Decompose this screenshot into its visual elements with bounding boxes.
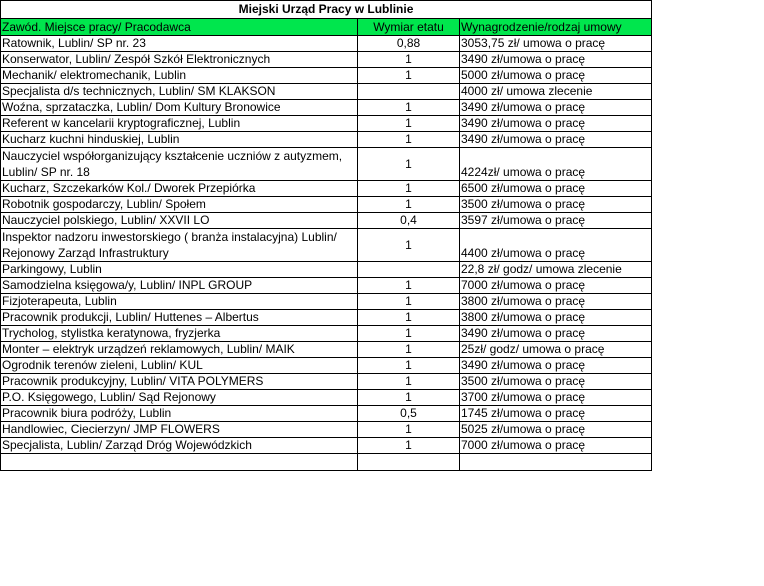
job-cell: P.O. Księgowego, Lublin/ Sąd Rejonowy bbox=[1, 390, 358, 406]
job-cell: Specjalista d/s technicznych, Lublin/ SM KLAKSON bbox=[1, 84, 358, 100]
fte-cell bbox=[358, 262, 460, 278]
job-cell: Woźna, sprzataczka, Lublin/ Dom Kultury Bronowice bbox=[1, 100, 358, 116]
title-row bbox=[1, 1, 652, 19]
salary-cell: 5025 zł/umowa o pracę bbox=[460, 422, 652, 438]
salary-cell: 22,8 zł/ godz/ umowa zlecenie bbox=[460, 262, 652, 278]
job-cell: Trycholog, stylistka keratynowa, fryzjerka bbox=[1, 326, 358, 342]
job-cell: Fizjoterapeuta, Lublin bbox=[1, 294, 358, 310]
table-row bbox=[1, 181, 652, 197]
salary-cell: 3500 zł/umowa o pracę bbox=[460, 197, 652, 213]
table-row bbox=[1, 100, 652, 116]
table-row bbox=[1, 294, 652, 310]
salary-cell: 3500 zł/umowa o pracę bbox=[460, 374, 652, 390]
header-row bbox=[1, 19, 652, 36]
fte-cell: 1 bbox=[358, 390, 460, 406]
fte-cell: 1 bbox=[358, 310, 460, 326]
salary-cell: 1745 zł/umowa o pracę bbox=[460, 406, 652, 422]
fte-cell: 1 bbox=[358, 326, 460, 342]
fte-cell: 1 bbox=[358, 229, 460, 262]
fte-cell: 1 bbox=[358, 358, 460, 374]
salary-cell: 6500 zł/umowa o pracę bbox=[460, 181, 652, 197]
salary-cell: 3490 zł/umowa o pracę bbox=[460, 132, 652, 148]
table-row bbox=[1, 148, 652, 181]
table-row bbox=[1, 52, 652, 68]
job-cell: Robotnik gospodarczy, Lublin/ Społem bbox=[1, 197, 358, 213]
job-cell: Inspektor nadzoru inwestorskiego ( branża instalacyjna) Lublin/ Rejonowy Zarząd Infrastruktury bbox=[1, 229, 358, 262]
empty-row bbox=[1, 454, 652, 471]
empty-cell bbox=[460, 454, 652, 471]
header-fte: Wymiar etatu bbox=[358, 19, 460, 36]
table-row bbox=[1, 132, 652, 148]
salary-cell: 25zł/ godz/ umowa o pracę bbox=[460, 342, 652, 358]
table-row bbox=[1, 116, 652, 132]
fte-cell: 1 bbox=[358, 148, 460, 181]
fte-cell: 0,4 bbox=[358, 213, 460, 229]
salary-cell: 3800 zł/umowa o pracę bbox=[460, 310, 652, 326]
job-cell: Nauczyciel polskiego, Lublin/ XXVII LO bbox=[1, 213, 358, 229]
fte-cell: 1 bbox=[358, 100, 460, 116]
job-cell: Parkingowy, Lublin bbox=[1, 262, 358, 278]
fte-cell: 0,5 bbox=[358, 406, 460, 422]
salary-cell: 4000 zł/ umowa zlecenie bbox=[460, 84, 652, 100]
job-cell: Pracownik produkcyjny, Lublin/ VITA POLYMERS bbox=[1, 374, 358, 390]
fte-cell: 1 bbox=[358, 132, 460, 148]
table-row bbox=[1, 36, 652, 52]
salary-cell: 3800 zł/umowa o pracę bbox=[460, 294, 652, 310]
salary-cell: 7000 zł/umowa o pracę bbox=[460, 438, 652, 454]
salary-cell: 3700 zł/umowa o pracę bbox=[460, 390, 652, 406]
job-cell: Mechanik/ elektromechanik, Lublin bbox=[1, 68, 358, 84]
header-salary: Wynagrodzenie/rodzaj umowy bbox=[460, 19, 652, 36]
salary-cell: 4400 zł/umowa o pracę bbox=[460, 229, 652, 262]
fte-cell: 1 bbox=[358, 342, 460, 358]
fte-cell bbox=[358, 84, 460, 100]
job-cell: Referent w kancelarii kryptograficznej, Lublin bbox=[1, 116, 358, 132]
salary-cell: 3597 zł/umowa o pracę bbox=[460, 213, 652, 229]
job-cell: Ratownik, Lublin/ SP nr. 23 bbox=[1, 36, 358, 52]
table-row bbox=[1, 326, 652, 342]
job-cell: Pracownik biura podróży, Lublin bbox=[1, 406, 358, 422]
table-row bbox=[1, 374, 652, 390]
fte-cell: 1 bbox=[358, 197, 460, 213]
salary-cell: 5000 zł/umowa o pracę bbox=[460, 68, 652, 84]
job-cell: Pracownik produkcji, Lublin/ Huttenes – Albertus bbox=[1, 310, 358, 326]
job-cell: Kucharz, Szczekarków Kol./ Dworek Przepiórka bbox=[1, 181, 358, 197]
fte-cell: 1 bbox=[358, 422, 460, 438]
table-row bbox=[1, 438, 652, 454]
job-cell: Kucharz kuchni hinduskiej, Lublin bbox=[1, 132, 358, 148]
table-row bbox=[1, 68, 652, 84]
table-row bbox=[1, 197, 652, 213]
table-row bbox=[1, 406, 652, 422]
table-row bbox=[1, 310, 652, 326]
fte-cell: 1 bbox=[358, 68, 460, 84]
job-cell: Samodzielna księgowa/y, Lublin/ INPL GROUP bbox=[1, 278, 358, 294]
fte-cell: 1 bbox=[358, 181, 460, 197]
job-cell: Ogrodnik terenów zieleni, Lublin/ KUL bbox=[1, 358, 358, 374]
table-row bbox=[1, 278, 652, 294]
fte-cell: 1 bbox=[358, 374, 460, 390]
table-row bbox=[1, 358, 652, 374]
salary-cell: 3490 zł/umowa o pracę bbox=[460, 358, 652, 374]
empty-cell bbox=[358, 454, 460, 471]
sheet-title: Miejski Urząd Pracy w Lublinie bbox=[1, 1, 652, 19]
table-row bbox=[1, 390, 652, 406]
fte-cell: 1 bbox=[358, 116, 460, 132]
table-row bbox=[1, 422, 652, 438]
fte-cell: 1 bbox=[358, 294, 460, 310]
table-row bbox=[1, 84, 652, 100]
salary-cell: 7000 zł/umowa o pracę bbox=[460, 278, 652, 294]
empty-cell bbox=[1, 454, 358, 471]
job-cell: Specjalista, Lublin/ Zarząd Dróg Wojewódzkich bbox=[1, 438, 358, 454]
table-row bbox=[1, 262, 652, 278]
salary-cell: 3490 zł/umowa o pracę bbox=[460, 116, 652, 132]
fte-cell: 1 bbox=[358, 278, 460, 294]
salary-cell: 3490 zł/umowa o pracę bbox=[460, 52, 652, 68]
salary-cell: 3490 zł/umowa o pracę bbox=[460, 326, 652, 342]
salary-cell: 3053,75 zł/ umowa o pracę bbox=[460, 36, 652, 52]
table-row bbox=[1, 213, 652, 229]
fte-cell: 1 bbox=[358, 52, 460, 68]
header-job: Zawód. Miejsce pracy/ Pracodawca bbox=[1, 19, 358, 36]
fte-cell: 0,88 bbox=[358, 36, 460, 52]
table-row bbox=[1, 342, 652, 358]
fte-cell: 1 bbox=[358, 438, 460, 454]
job-cell: Konserwator, Lublin/ Zespół Szkół Elektronicznych bbox=[1, 52, 358, 68]
salary-cell: 3490 zł/umowa o pracę bbox=[460, 100, 652, 116]
salary-cell: 4224zł/ umowa o pracę bbox=[460, 148, 652, 181]
table-row bbox=[1, 229, 652, 262]
job-cell: Monter – elektryk urządzeń reklamowych, Lublin/ MAIK bbox=[1, 342, 358, 358]
job-cell: Handlowiec, Ciecierzyn/ JMP FLOWERS bbox=[1, 422, 358, 438]
job-cell: Nauczyciel współorganizujący kształcenie uczniów z autyzmem, Lublin/ SP nr. 18 bbox=[1, 148, 358, 181]
